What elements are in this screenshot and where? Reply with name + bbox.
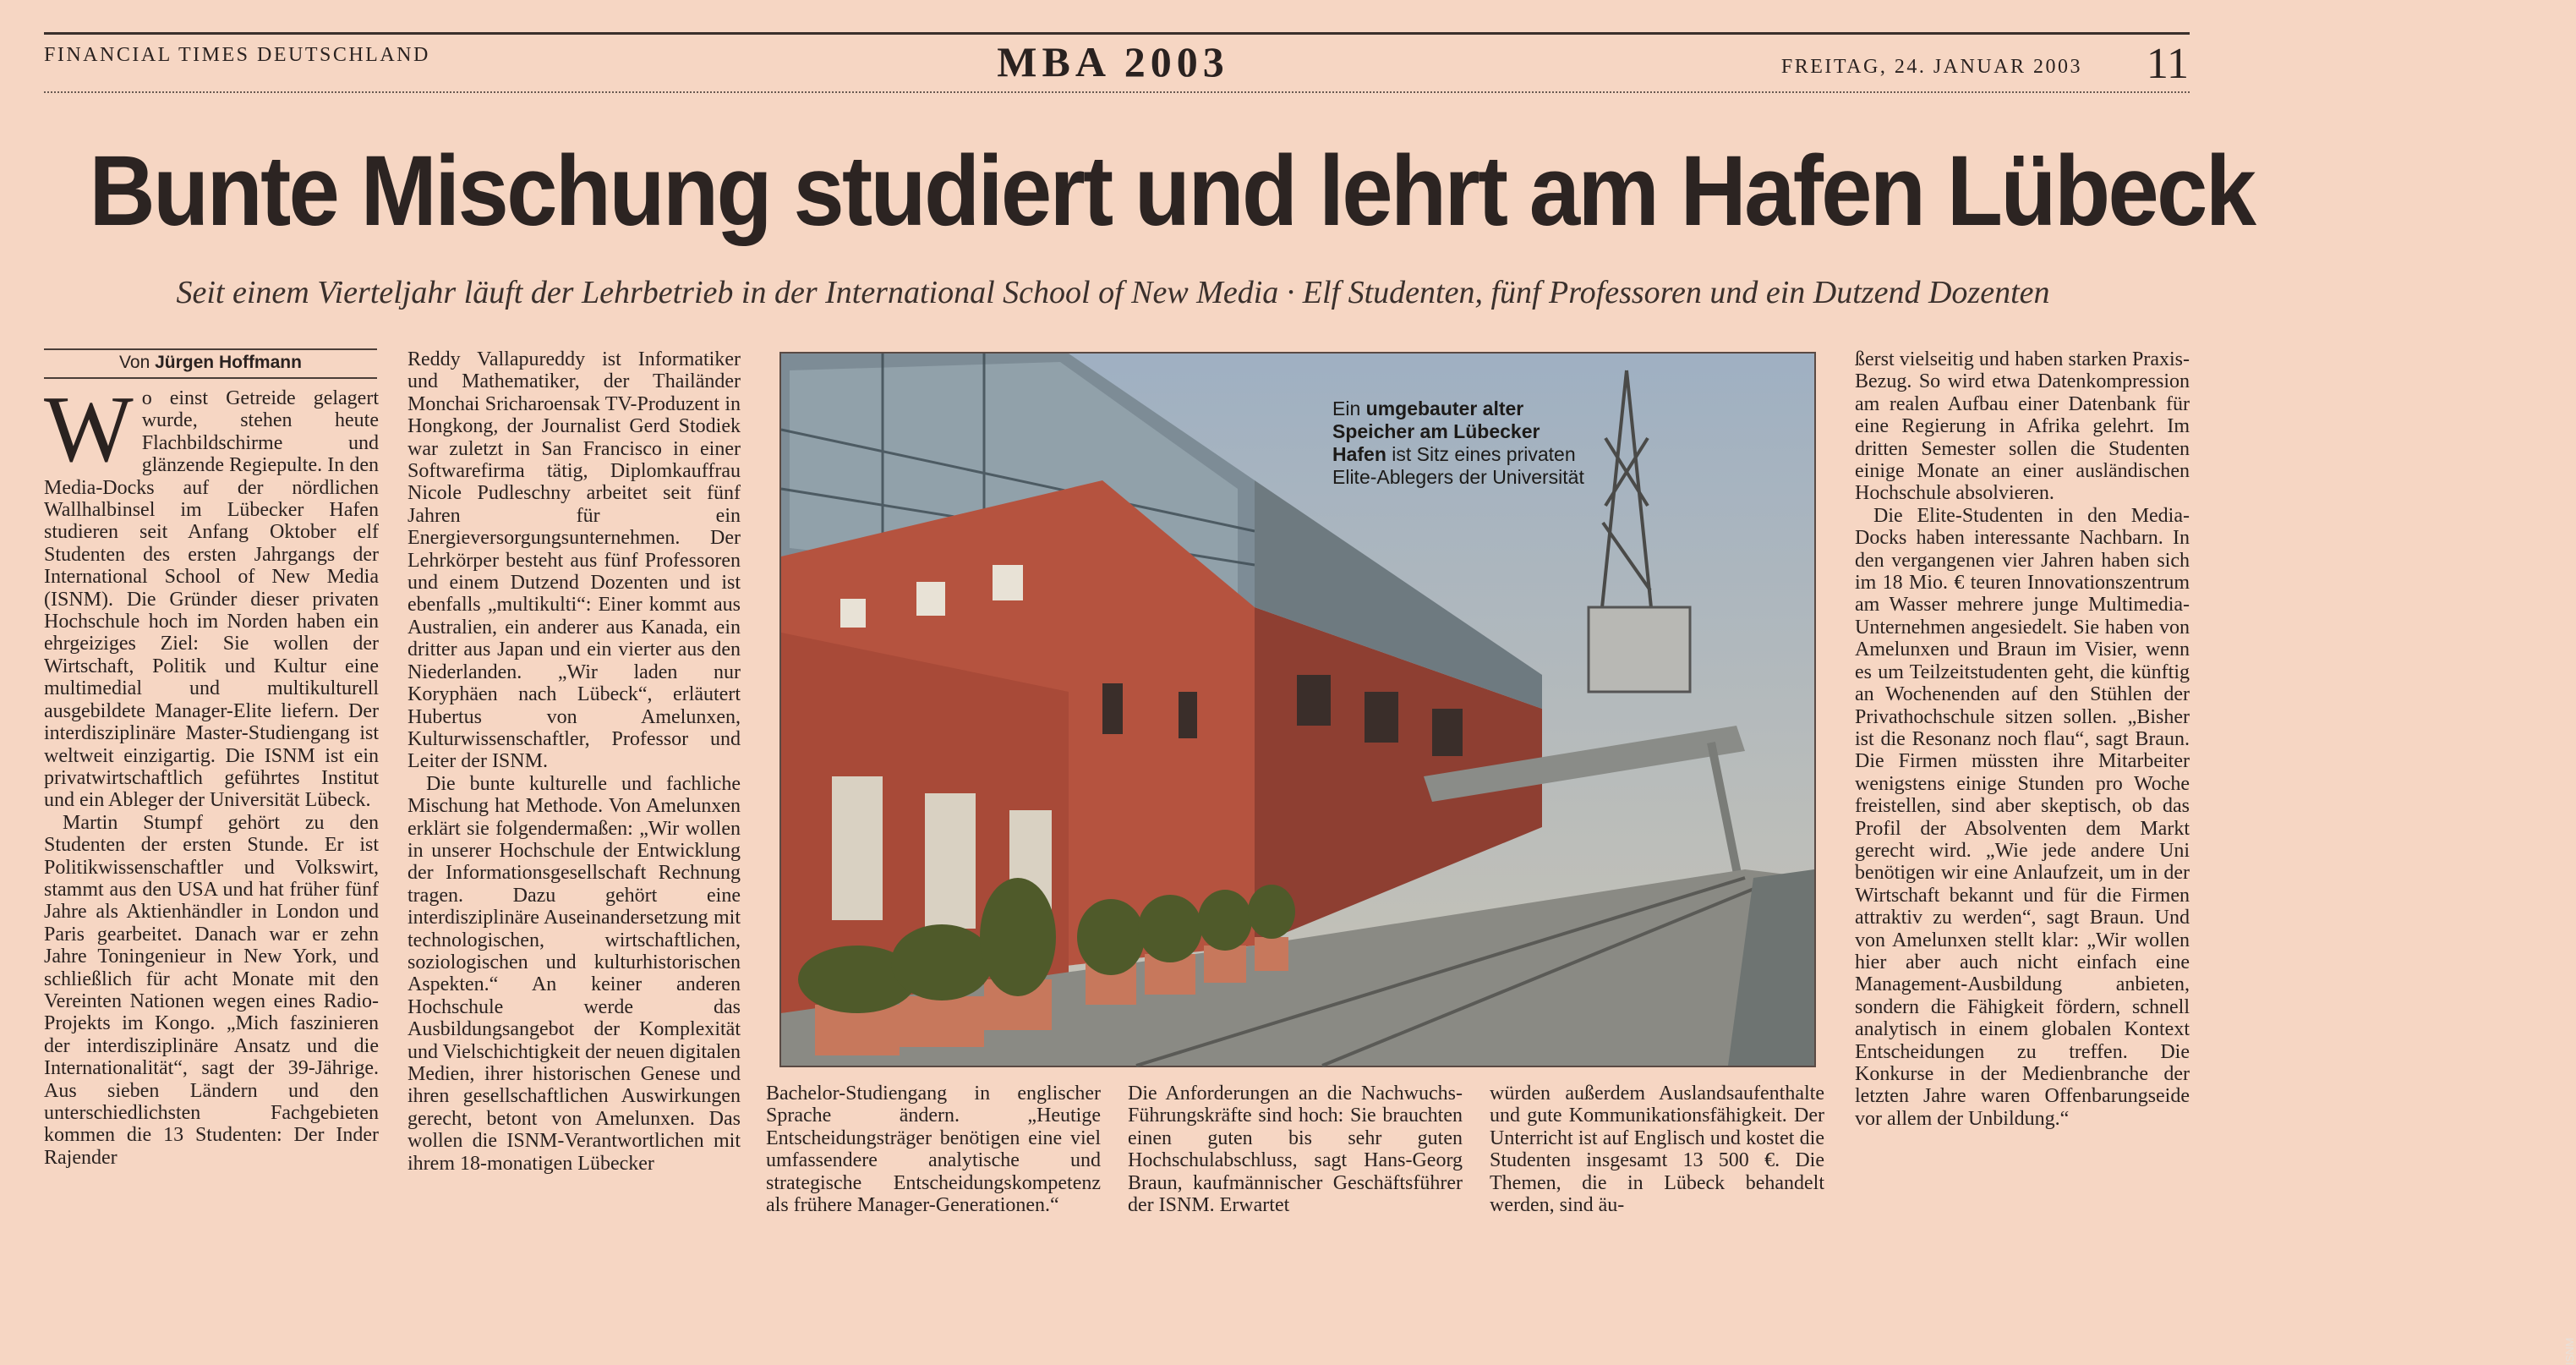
text-column-1 <box>44 387 379 1225</box>
byline-author: Jürgen Hoffmann <box>155 353 302 372</box>
paragraph: Die Elite-Studenten in den Media-Docks haben interessante Nachbarn. In den vergangenen vier Jahren haben sich im 18 Mio. € teuren Innovationszentrum am Wasser mehrere junge Multimedia-Unternehmen angesiedelt. Sie haben von Amelunxen und Braun im Visier, wenn es um Teilzeitstudenten geht, die künftig an Wochenenden auf den Stühlen der Privathochschule sitzen sollen. „Bisher ist die Resonanz noch flau“, sagt Braun. Die Firmen müssten ihre Mitarbeiter wenigstens einige Stunden pro Woche freistellen, sind aber skeptisch, ob das Profil der Absolventen dem Markt gerecht wird. „Wie jede andere Uni benötigen wir eine Anlaufzeit, um in der Wirtschaft bekannt und für die Firmen attraktiv zu werden“, sagt Braun. Und von Amelunxen stellt klar: „Wir wollen hier aber auch nicht einfach eine Management-Ausbildung anbieten, sondern die Fähigkeit fördern, schnell analytisch in einem globalen Kontext Entscheidungen zu treffen. Die Konkurse in der Medienbranche der letzten Jahre waren Offenbarungseide vor allem der Unbildung.“ <box>1855 505 2190 1130</box>
headline: Bunte Mischung studiert und lehrt am Hafen Lübeck <box>89 134 2136 249</box>
header-dotted-rule <box>44 91 2190 93</box>
paragraph: ßerst vielseitig und haben starken Praxis-Bezug. So wird etwa Datenkompression am realen Aufbau einer Datenbank für eine Regierung in Afrika gelehrt. Im dritten Semester sollen die Studenten einige Monate an einer ausländischen Hochschule absolvieren. <box>1855 348 2190 505</box>
caption-start: Ein <box>1332 397 1360 419</box>
text-column-6 <box>1855 348 2190 1225</box>
text-column-2 <box>407 348 741 1225</box>
paragraph: Bachelor-Studiengang in englischer Sprache ändern. „Heutige Entscheidungsträger benötigen eine viel umfassendere analytische und strategische Entscheidungskompetenz als frühere Manager-Generationen.“ <box>766 1083 1101 1216</box>
byline-prefix: Von <box>119 353 150 372</box>
photo-credit: ISNM <box>2563 1338 2576 1365</box>
paragraph: Die bunte kulturelle und fachliche Mischung hat Methode. Von Amelunxen erklärt sie folgendermaßen: „Wir wollen in unserer Hochschule der Entwicklung der Informationsgesellschaft Rechnung tragen. Dazu gehört eine interdisziplinäre Auseinandersetzung mit technologischen, wirtschaftlichen, soziologischen und kulturhistorischen Aspekten.“ An keiner anderen Hochschule werde das Ausbildungsangebot der Komplexität und Vielschichtigkeit der neuen digitalen Medien, ihrer historischen Genese und ihren gesellschaftlichen Auswirkungen gerecht, betont von Amelunxen. Das wollen die ISNM-Verantwortlichen mit ihrem 18-monatigen Lübecker <box>407 773 741 1175</box>
harbor-warehouse-image <box>781 354 1814 1066</box>
section-title: MBA 2003 <box>0 37 2226 86</box>
top-rule <box>44 32 2190 35</box>
paragraph: Reddy Vallapureddy ist Informatiker und Mathematiker, der Thailänder Monchai Sricharoensak TV-Produzent in Hongkong, der Journalist Gerd Stodiek war zuletzt in San Francisco in einer Softwarefirma tätig, Diplomkauffrau Nicole Pudleschny arbeitet seit fünf Jahren für ein Energieversorgungsunternehmen. Der Lehrkörper besteht aus fünf Professoren und einem Dutzend Dozenten und ist ebenfalls „multikulti“: Einer kommt aus Australien, ein anderer aus Kanada, ein dritter aus Japan und ein vierter aus den Niederlanden. „Wir laden nur Koryphäen nach Lübeck“, erläutert Hubertus von Amelunxen, Kulturwissenschaftler, Professor und Leiter der ISNM. <box>407 348 741 773</box>
caption-highlight: umgebauter alter Speicher am Lübecker Hafen <box>1332 397 1540 465</box>
newspaper-name: FINANCIAL TIMES DEUTSCHLAND <box>44 44 430 67</box>
byline <box>44 348 377 379</box>
paragraph <box>44 387 379 812</box>
text-column-3 <box>766 1083 1101 1225</box>
text-column-4 <box>1128 1083 1463 1225</box>
page-number: 11 <box>2147 39 2189 89</box>
paragraph: Die Anforderungen an die Nachwuchs-Führungskräfte sind hoch: Sie brauchten einen guten bis sehr guten Hochschulabschluss, sagt Hans-Georg Braun, kaufmännischer Geschäftsführer der ISNM. Erwartet <box>1128 1083 1463 1216</box>
caption-end: ist Sitz eines privaten Elite-Ablegers der Universität <box>1332 443 1584 488</box>
subheadline: Seit einem Vierteljahr läuft der Lehrbetrieb in der International School of New Media · Elf Studenten, fünf Professoren und ein Dutzend Dozenten <box>0 274 2226 311</box>
photo-caption <box>1332 397 1586 489</box>
article-photo <box>779 352 1816 1067</box>
dropcap: W <box>44 391 134 469</box>
text-column-5 <box>1490 1083 1824 1225</box>
paragraph: Martin Stumpf gehört zu den Studenten der ersten Stunde. Er ist Politikwissenschaftler und Volkswirt, stammt aus den USA und hat früher fünf Jahre als Aktienhändler in London und Paris gearbeitet. Danach war er zehn Jahre Toningenieur in New York, und schließlich für acht Monate mit den Vereinten Nationen wegen eines Radio-Projekts im Kongo. „Mich faszinieren der interdisziplinäre Ansatz und die Internationalität“, sagt der 39-Jährige. Aus sieben Ländern und den unterschiedlichsten Fachgebieten kommen die 13 Studenten: Der Inder Rajender <box>44 812 379 1170</box>
paragraph: würden außerdem Auslandsaufenthalte und gute Kommunikationsfähigkeit. Der Unterricht ist auf Englisch und kostet die Studenten insgesamt 13 500 €. Die Themen, die in Lübeck behandelt werden, sind äu- <box>1490 1083 1824 1216</box>
issue-date: FREITAG, 24. JANUAR 2003 <box>1781 56 2082 79</box>
paragraph-text: o einst Getreide gelagert wurde, stehen heute Flachbildschirme und glänzende Regiepulte. In den Media-Docks auf der nördlichen Wallhalbinsel im Lübecker Hafen studieren seit Anfang Oktober elf Studenten des ersten Jahrgangs der International School of New Media (ISNM). Die Gründer dieser privaten Hochschule hoch im Norden haben ein ehrgeiziges Ziel: Sie wollen der Wirtschaft, Politik und Kultur eine multimedial und multikulturell ausgebildete Manager-Elite liefern. Der interdisziplinäre Master-Studiengang ist weltweit einzigartig. Die ISNM ist ein privatwirtschaftlich geführtes Institut und ein Ableger der Universität Lübeck. <box>44 387 379 811</box>
